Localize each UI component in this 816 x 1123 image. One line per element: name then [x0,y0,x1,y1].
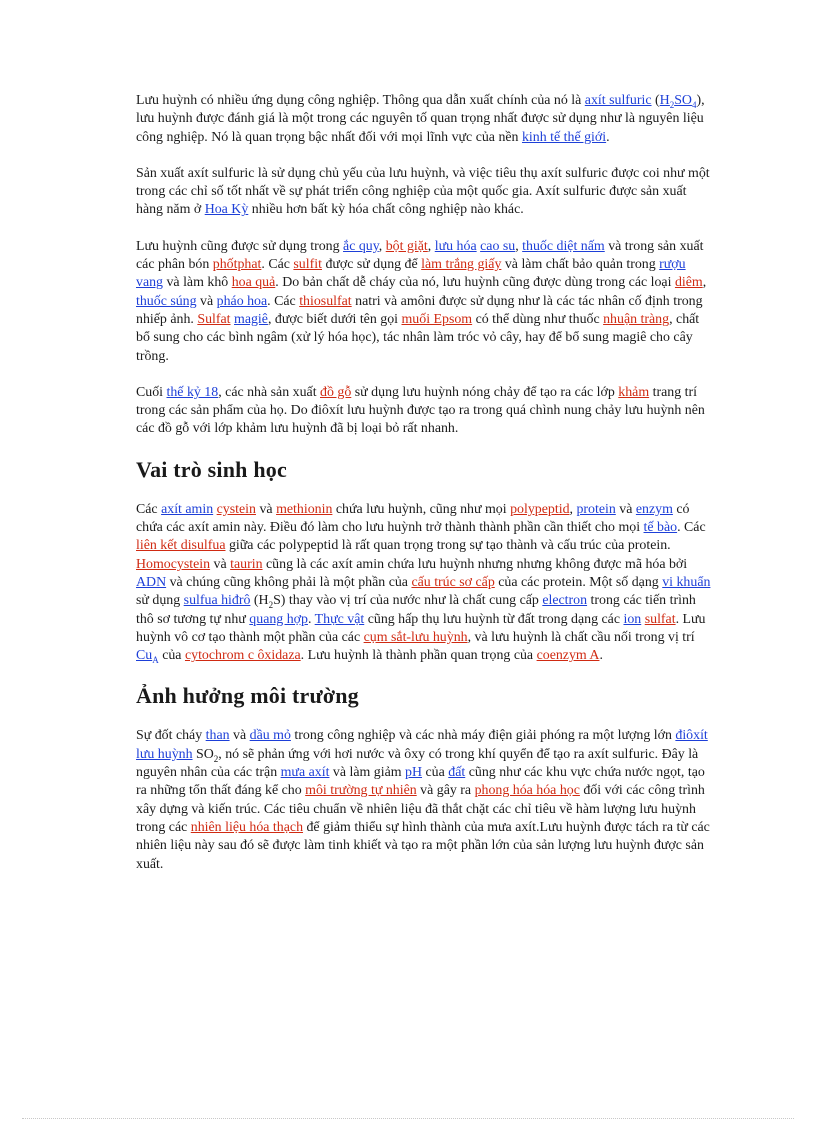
paragraph-other-uses: Lưu huỳnh cũng được sử dụng trong ắc quy, bột giặt, lưu hóa cao su, thuốc diệt nấm và trong sản xuất các phân bón phốtphat. Các sulfit được sử dụng để làm trắng giấy và làm chất bảo quản trong rượu vang và làm khô hoa quả. Do bản chất dễ cháy của nó, lưu huỳnh cũng được dùng trong các loại diêm, thuốc súng và pháo hoa. Các thiosulfat natri và amôni được sử dụng như là các tác nhân cố định trong nhiếp ảnh. Sulfat magiê, được biết dưới tên gọi muối Epsom có thể dùng như thuốc nhuận tràng, chất bổ sung cho các bình ngâm (xử lý hóa học), tác nhân làm tróc vỏ cây, hay để bổ sung magiê cho cây trồng. [136,238,707,364]
link-te-bao[interactable]: tế bào [643,520,678,536]
link-electron[interactable]: electron [542,593,588,609]
link-homocystein[interactable]: Homocystein [136,556,211,572]
link-lam-trang-giay[interactable]: làm trắng giấy [421,257,502,273]
link-thiosulfat[interactable]: thiosulfat [299,293,352,309]
link-polypeptid[interactable]: polypeptid [510,501,570,517]
link-thuoc-diet-nam[interactable]: thuốc diệt nấm [522,238,605,254]
link-hoa-ky[interactable]: Hoa Kỳ [204,202,249,218]
link-mua-axit[interactable]: mưa axít [280,765,330,781]
link-than[interactable]: than [205,728,230,744]
link-do-go[interactable]: đồ gỗ [320,384,352,400]
document-page [136,92,716,892]
link-cao-su[interactable]: cao su [480,238,516,254]
link-bot-giat[interactable]: bột giặt [385,238,428,254]
link-dat[interactable]: đất [448,765,466,781]
heading-biological-role: Vai trò sinh học [136,456,287,482]
link-dioxit-luu-huynh[interactable]: điôxít lưu huỳnh [136,728,708,762]
link-photphat[interactable]: phốtphat [212,257,262,273]
link-axit-sulfuric[interactable]: axít sulfuric [584,93,652,108]
link-thuoc-sung[interactable]: thuốc súng [136,293,197,309]
link-nhien-lieu-hoa-thach[interactable]: nhiên liệu hóa thạch [190,819,304,835]
link-sulfat[interactable]: Sulfat [197,311,231,327]
link-dau-mo[interactable]: dầu mỏ [249,728,291,744]
link-ac-quy[interactable]: ắc quy [343,238,379,254]
link-enzym[interactable]: enzym [635,501,673,517]
link-methionin[interactable]: methionin [276,501,333,517]
link-magie[interactable]: magiê [234,311,268,327]
link-sulfit[interactable]: sulfit [293,257,322,273]
link-sulfat-ion[interactable]: sulfat [644,611,676,627]
link-cystein[interactable]: cystein [216,501,256,517]
link-protein[interactable]: protein [576,501,616,517]
link-nhuan-trang[interactable]: nhuận tràng [603,311,670,327]
link-muoi-epsom[interactable]: muối Epsom [401,311,473,327]
link-cau-truc-so-cap[interactable]: cấu trúc sơ cấp [411,574,495,590]
text: ), lưu huỳnh được đánh giá là một trong các nguyên tố quan trọng nhất được sử dụng như là nguyên liệu công nghiệp. Nó là quan trọng bậc nhất đối với mọi lĩnh vực của nền [136,93,705,145]
link-cum-sat-luu-huynh[interactable]: cụm sắt-lưu huỳnh [363,629,468,645]
link-ion[interactable]: ion [623,611,642,627]
link-hoa-qua[interactable]: hoa quả [231,275,276,291]
link-lien-ket-disulfua[interactable]: liên kết disulfua [136,538,226,554]
link-phao-hoa[interactable]: pháo hoa [216,293,268,309]
link-coenzym-a[interactable]: coenzym A [536,648,600,664]
paragraph-biology: Các axít amin cystein và methionin chứa lưu huỳnh, cũng như mọi polypeptid, protein và enzym có chứa các axít amin này. Điều đó làm cho lưu huỳnh trở thành thành phần cần thiết cho mọi tế bào. Các liên kết disulfua giữa các polypeptid là rất quan trọng trong sự tạo thành và cấu trúc của protein. Homocystein và taurin cũng là các axít amin chứa lưu huỳnh nhưng nhưng không được mã hóa bởi ADN và chúng cũng không phải là một phần của cấu trúc sơ cấp của các protein. Một số dạng vi khuẩn sử dụng sulfua hiđrô $(H_2S)$ thay vào vị trí của nước như là chất cung cấp electron trong các tiến trình thô sơ tương tự như quang hợp. Thực vật cũng hấp thụ lưu huỳnh từ đất trong dạng các ion sulfat. Lưu huỳnh vô cơ tạo thành một phần của các cụm sắt-lưu huỳnh, và lưu huỳnh là chất cầu nối trong vị trí $Cu_A$ của cytochrom c ôxidaza. Lưu huỳnh là thành phần quan trọng của coenzym A. [136,501,711,665]
text: nhiều hơn bất kỳ hóa chất công nghiệp nào khác. [248,202,524,218]
link-phong-hoa-hoa-hoc[interactable]: phong hóa hóa học [474,783,580,799]
paragraph-environment: Sự đốt cháy than và dầu mỏ trong công nghiệp và các nhà máy điện giải phóng ra một lượng lớn điôxít lưu huỳnh $SO_2$, nó sẽ phản ứng với hơi nước và ôxy có trong khí quyển để tạo ra axít sulfuric. Đây là nguyên nhân của các trận mưa axít và làm giảm pH của đất cũng như các khu vực chứa nước ngọt, tạo ra những tổn thất đáng kể cho môi trường tự nhiên và gây ra phong hóa hóa học đối với các công trình xây dựng và kiến trúc. Các tiêu chuẩn về nhiên liệu đã thắt chặt các chỉ tiêu về hàm lượng lưu huỳnh trong các nhiên liệu hóa thạch để giảm thiểu sự hình thành của mưa axít.Lưu huỳnh được tách ra từ các nhiên liệu này sau đó sẽ được làm tinh khiết và tạo ra một phần lớn của sản lượng lưu huỳnh được sản xuất. [136,728,710,872]
link-kham[interactable]: khảm [618,384,650,400]
text: ( [651,93,660,108]
link-cytochrom-c-oxidaza[interactable]: cytochrom c ôxidaza [184,648,301,664]
link-moi-truong-tu-nhien[interactable]: môi trường tự nhiên [305,783,417,799]
link-quang-hop[interactable]: quang hợp [249,611,308,627]
paragraph-furniture: Cuối thế kỷ 18, các nhà sản xuất đồ gỗ sử dụng lưu huỳnh nóng chảy để tạo ra các lớp khảm trang trí trong các sản phẩm của họ. Do điôxít lưu huỳnh được tạo ra trong quá chình nung chảy lưu huỳnh nên các đồ gỗ với lớp khảm lưu huỳnh đã bị loại bỏ rất nhanh. [136,384,705,437]
paragraph-sulfuric-production [136,165,716,220]
paragraph-industrial-uses [136,92,716,147]
link-ruou-vang[interactable]: rượu vang [136,257,686,291]
link-sulfua-hidro[interactable]: sulfua hiđrô [183,593,251,609]
link-h2so4[interactable]: $H_2SO_4$ [659,93,697,110]
text: Sản xuất axít sulfuric là sử dụng chủ yếu của lưu huỳnh, và việc tiêu thụ axít sulfuric được coi như một trong các chỉ số tốt nhất về sự phát triển công nghiệp của một quốc gia. Axít sulfuric được sản xuất hàng năm ở [136,165,710,218]
link-axit-amin[interactable]: axít amin [161,501,214,517]
link-thuc-vat[interactable]: Thực vật [314,611,365,627]
link-taurin[interactable]: taurin [230,556,263,572]
page-bottom-divider [22,1118,794,1119]
link-ph[interactable]: pH [405,765,423,781]
link-kinh-te-the-gioi[interactable]: kinh tế thế giới [521,129,607,145]
link-adn[interactable]: ADN [136,574,167,590]
text: Lưu huỳnh có nhiều ứng dụng công nghiệp. Thông qua dẫn xuất chính của nó là [136,93,585,108]
link-luu-hoa[interactable]: lưu hóa [434,238,477,254]
heading-environmental-impact: Ảnh hưởng môi trường [136,683,359,709]
link-vi-khuan[interactable]: vi khuẩn [662,574,711,590]
text: . [606,129,610,145]
link-cu-a[interactable]: $Cu_A$ [136,648,159,665]
link-diem[interactable]: diêm [674,275,703,291]
link-the-ky-18[interactable]: thế kỷ 18 [166,384,219,400]
